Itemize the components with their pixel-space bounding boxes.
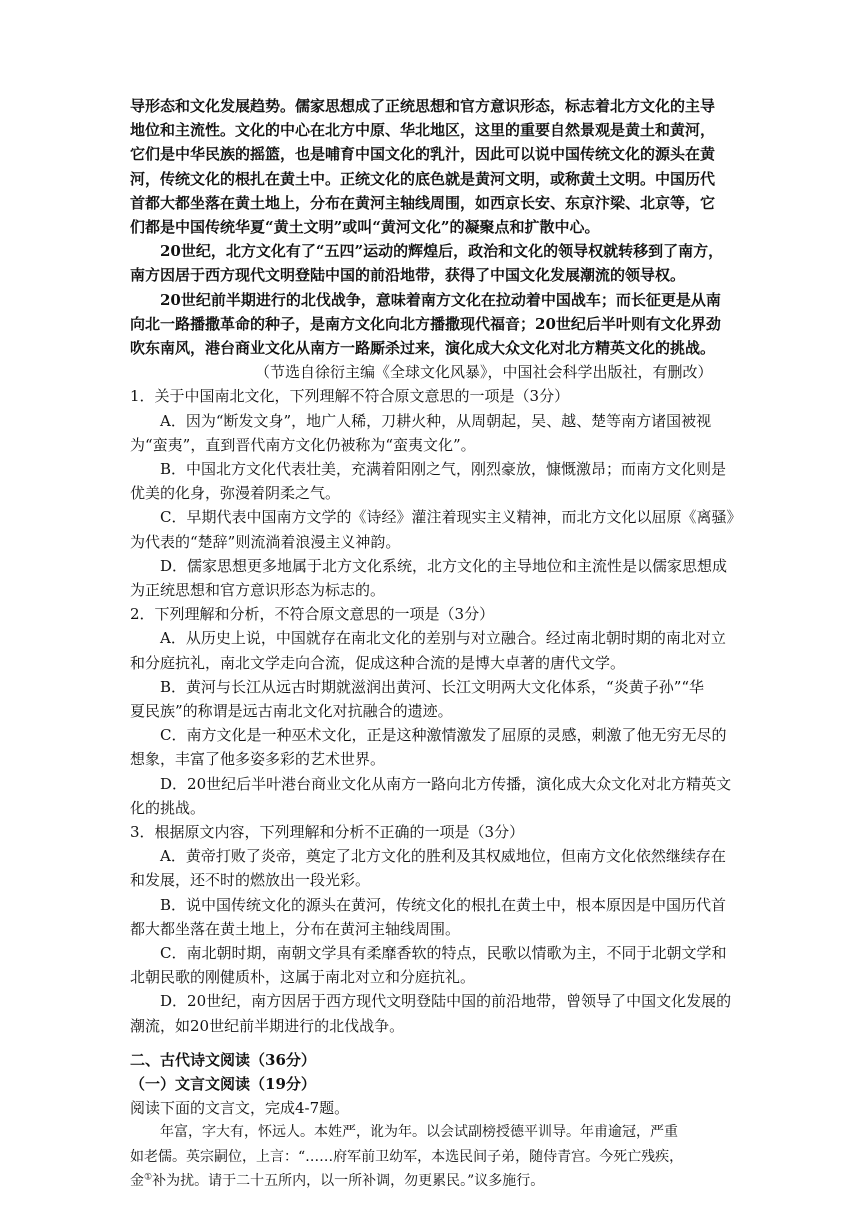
passage-line: 吹东南风，港台商业文化从南方一路厮杀过来，演化成大众文化对北方精英文化的挑战。 <box>130 339 716 357</box>
classical-text-fragment: 补为扰。请于二十五所内，以一所补调，勿更累民。”议多施行。 <box>152 1172 545 1189</box>
question-1-option-d-cont: 为正统思想和官方意识形态为标志的。 <box>130 581 386 599</box>
passage-line: 首都大都坐落在黄土地上，分布在黄河主轴线周围，如西京长安、东京汴梁、北京等，它 <box>130 193 716 212</box>
question-3-stem: 3．根据原文内容，下列理解和分析不正确的一项是（3分） <box>130 823 525 841</box>
section-2-subtitle: （一）文言文阅读（19分） <box>130 1075 316 1093</box>
classical-text-fragment: 金 <box>130 1172 144 1189</box>
question-1-option-b: B．中国北方文化代表壮美，充满着阳刚之气，刚烈豪放，慷慨激昂；而南方文化则是 <box>160 460 727 478</box>
classical-text-line: 年富，字大有，怀远人。本姓严，讹为年。以会试副榜授德平训导。年甫逾冠，严重 <box>160 1124 678 1141</box>
question-1-option-c: C．早期代表中国南方文学的《诗经》灌注着现实主义精神，而北方文化以屈原《离骚》 <box>160 508 742 527</box>
question-1-option-d: D．儒家思想更多地属于北方文化系统，北方文化的主导地位和主流性是以儒家思想成 <box>160 556 728 575</box>
classical-text-line <box>130 1171 730 1191</box>
question-3-option-b-cont: 都大都坐落在黄土地上，分布在黄河主轴线周围。 <box>130 919 461 938</box>
passage-line: 20世纪，北方文化有了“五四”运动的辉煌后，政治和文化的领导权就转移到了南方， <box>160 242 724 261</box>
passage-line: 们都是中国传统华夏“黄土文明”或叫“黄河文化”的凝聚点和扩散中心。 <box>130 218 600 236</box>
question-1-option-a: A．因为“断发文身”，地广人稀，刀耕火种，从周朝起，吴、越、楚等南方诸国被视 <box>160 411 712 430</box>
question-3-option-a-cont: 和发展，还不时的燃放出一段光彩。 <box>130 871 371 890</box>
passage-line: 向北一路播撒革命的种子，是南方文化向北方播撒现代福音；20世纪后半叶则有文化界劲 <box>130 314 721 333</box>
question-3-option-a: A．黄帝打败了炎帝，奠定了北方文化的胜利及其权威地位，但南方文化依然继续存在 <box>160 847 726 866</box>
question-3-option-c: C．南北朝时期，南朝文学具有柔靡香软的特点，民歌以情歌为主，不同于北朝文学和 <box>160 944 727 962</box>
question-2-option-c-cont: 想象，丰富了他多姿多彩的艺术世界。 <box>130 750 386 769</box>
question-3-option-d-cont: 潮流，如20世纪前半期进行的北伐战争。 <box>130 1016 405 1035</box>
question-3-option-d: D．20世纪，南方因居于西方现代文明登陆中国的前沿地带，曾领导了中国文化发展的 <box>160 992 732 1011</box>
section-2-title: 二、古代诗文阅读（36分） <box>130 1050 316 1069</box>
passage-line: 它们是中华民族的摇篮，也是哺育中国文化的乳汁，因此可以说中国传统文化的源头在黄 <box>130 145 716 164</box>
question-3-option-c-cont: 北朝民歌的刚健质朴，这属于南北对立和分庭抗礼。 <box>130 968 476 987</box>
footnote-marker: ① <box>144 1172 153 1183</box>
question-2-option-a-cont: 和分庭抗礼，南北文学走向合流，促成这种合流的是博大卓著的唐代文学。 <box>130 653 626 672</box>
question-1-option-b-cont: 优美的化身，弥漫着阴柔之气。 <box>130 484 341 503</box>
question-2-option-c: C．南方文化是一种巫术文化，正是这种激情激发了屈原的灵感，刺激了他无穷无尽的 <box>160 726 727 745</box>
passage-line: 导形态和文化发展趋势。儒家思想成了正统思想和官方意识形态，标志着北方文化的主导 <box>130 97 716 115</box>
question-2-option-b: B．黄河与长江从远古时期就滋润出黄河、长江文明两大文化体系，“炎黄子孙”“华 <box>160 677 705 696</box>
question-3-option-b: B．说中国传统文化的源头在黄河，传统文化的根扎在黄土中，根本原因是中国历代首 <box>160 895 727 914</box>
question-1-option-a-cont: 为“蛮夷”，直到晋代南方文化仍被称为“蛮夷文化”。 <box>130 435 476 454</box>
question-2-option-b-cont: 夏民族”的称谓是远古南北文化对抗融合的遗迹。 <box>130 702 453 720</box>
passage-citation: （节选自徐衍主编《全球文化风暴》，中国社会科学出版社，有删改） <box>255 363 713 382</box>
question-2-option-a: A．从历史上说，中国就存在南北文化的差别与对立融合。经过南北朝时期的南北对立 <box>160 629 726 648</box>
question-2-option-d: D．20世纪后半叶港台商业文化从南方一路向北方传播，演化成大众文化对北方精英文 <box>160 774 732 793</box>
passage-line: 20世纪前半期进行的北伐战争，意味着南方文化在拉动着中国战车；而长征更是从南 <box>160 290 721 309</box>
classical-text-line: 如老儒。英宗嗣位，上言：“……府军前卫幼军，本选民间子弟，随侍青宫。今死亡残疾， <box>130 1148 684 1165</box>
question-1-stem: 1．关于中国南北文化，下列理解不符合原文意思的一项是（3分） <box>130 387 570 406</box>
passage-line: 地位和主流性。文化的中心在北方中原、华北地区，这里的重要自然景观是黄土和黄河， <box>130 121 716 140</box>
question-2-stem: 2．下列理解和分析，不符合原文意思的一项是（3分） <box>130 605 495 624</box>
passage-line: 南方因居于西方现代文明登陆中国的前沿地带，获得了中国文化发展潮流的领导权。 <box>130 266 686 285</box>
passage-line: 河，传统文化的根扎在黄土中。正统文化的底色就是黄河文明，或称黄土文明。中国历代 <box>130 169 716 188</box>
section-2-instructions: 阅读下面的文言文，完成4-7题。 <box>130 1099 350 1118</box>
question-1-option-c-cont: 为代表的“楚辞”则流淌着浪漫主义神韵。 <box>130 532 401 551</box>
question-2-option-d-cont: 化的挑战。 <box>130 798 206 817</box>
